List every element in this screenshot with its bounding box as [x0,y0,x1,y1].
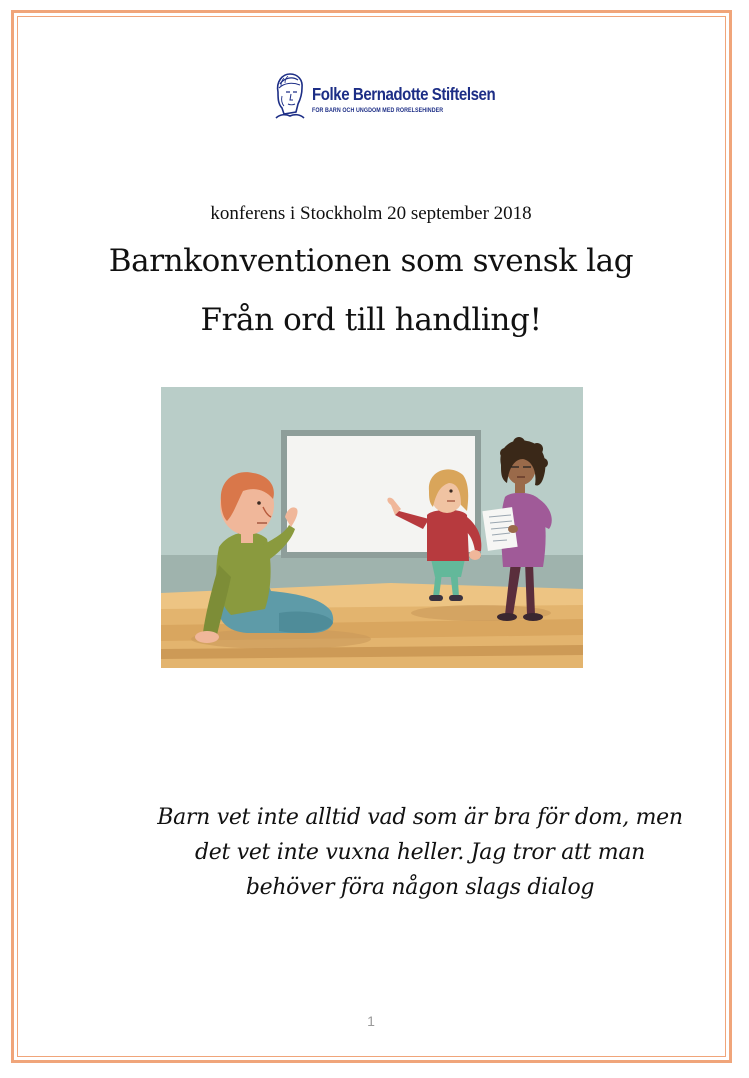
quote-line-1: Barn vet inte alltid vad som är bra för dom, men [157,805,683,830]
page-number: 1 [367,1013,375,1029]
title-line-1: Barnkonventionen som svensk lag [108,243,634,279]
foundation-logo [272,70,496,122]
portrait-logo-icon [272,70,306,122]
conference-line: konferens i Stockholm 20 september 2018 [210,203,532,224]
quote-line-3: behöver föra någon slags dialog [245,875,595,900]
quote-line-2: det vet inte vuxna heller. Jag tror att man [194,840,646,865]
title-line-2: Från ord till handling! [200,302,542,338]
quote-block [130,800,710,905]
logo-name: Folke Bernadotte Stiftelsen [312,84,496,104]
logo-tagline: FÖR BARN OCH UNGDOM MED RÖRELSEHINDER [312,107,444,114]
classroom-illustration [161,387,583,668]
